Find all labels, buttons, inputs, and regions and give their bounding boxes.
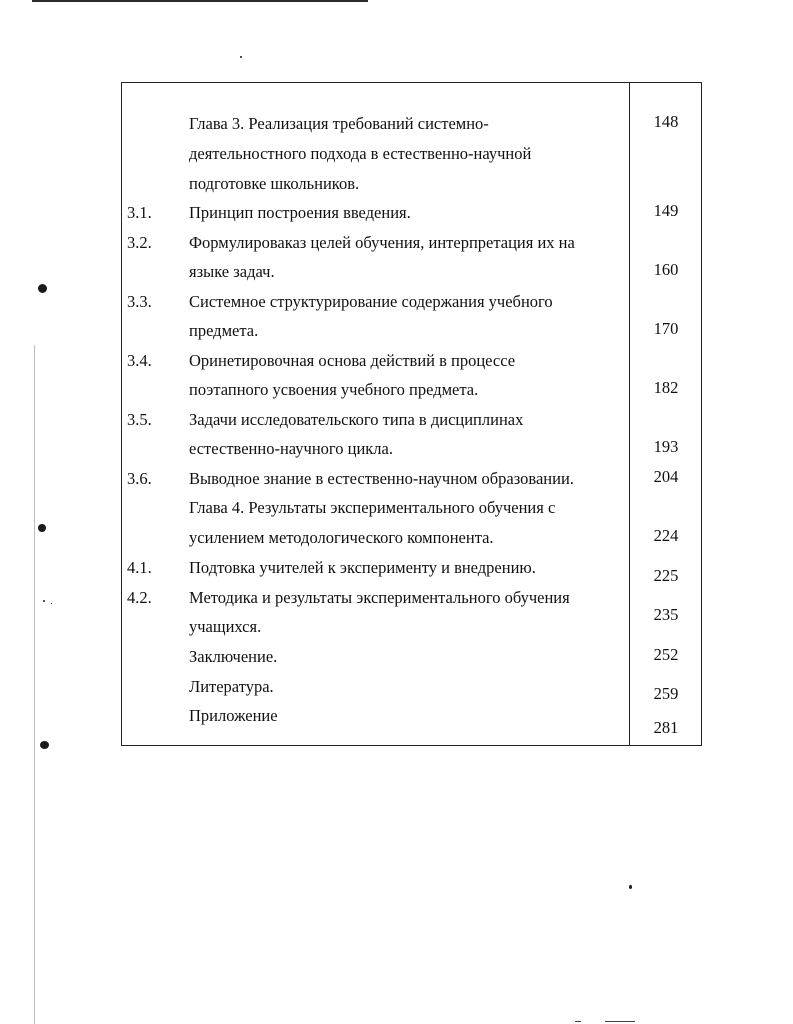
chapter-4-title-line-1: Глава 4. Результаты экспериментального обучения с [189,498,556,517]
section-3-3-page: 170 [653,319,679,338]
section-4-2-title-line-2: учащихся. [189,617,262,636]
appendix-title: Приложение [189,706,278,725]
section-3-5-title-line-2: естественно-научного цикла. [189,439,393,458]
section-3-3-title-line-1: Системное структурирование содержания учебного [189,292,553,311]
section-3-2-title-line-1: Формулироваказ целей обучения, интерпретация их на [189,233,575,252]
chapter-3-title-line-3: подготовке школьников. [189,174,360,193]
chapter-3-title-line-2: деятельностного подхода в естественно-научной [189,144,532,163]
section-3-3-number: 3.3. [127,292,152,311]
conclusion-title: Заключение. [189,647,278,666]
section-3-4-title-line-2: поэтапного усвоения учебного предмета. [189,380,479,399]
section-3-6-title: Выводное знание в естественно-научном образовании. [189,469,574,488]
section-3-5-number: 3.5. [127,410,152,429]
scan-speck [51,603,52,604]
section-3-4-title-line-1: Оринетировочная основа действий в процессе [189,351,516,370]
binding-hole-mark [38,284,47,293]
section-3-2-page: 160 [653,260,679,279]
scan-speck [43,600,45,602]
section-3-4-page: 182 [653,378,679,397]
chapter-4-title-line-2: усилением методологического компонента. [189,528,494,547]
section-4-1-number: 4.1. [127,558,152,577]
section-3-1-number: 3.1. [127,203,152,222]
section-3-5-title-line-1: Задачи исследовательского типа в дисциплинах [189,410,524,429]
section-3-6-number: 3.6. [127,469,152,488]
section-3-1-page: 149 [653,201,679,220]
bibliography-page: 259 [653,684,679,703]
bibliography-title: Литература. [189,677,274,696]
section-3-3-title-line-2: предмета. [189,321,259,340]
chapter-4-page: 224 [653,526,679,545]
conclusion-page: 252 [653,645,679,664]
section-4-1-page: 225 [653,566,679,585]
binding-hole-mark [38,524,46,532]
section-3-4-number: 3.4. [127,351,152,370]
scan-edge-top [32,0,368,2]
section-4-2-page: 235 [653,605,679,624]
appendix-page: 281 [653,718,679,737]
section-3-6-page: 204 [653,467,679,486]
scan-artifact-bottom [575,1018,635,1024]
section-3-2-number: 3.2. [127,233,152,252]
section-4-2-number: 4.2. [127,588,152,607]
section-3-5-page: 193 [653,437,679,456]
scan-edge-left [34,345,35,1024]
binding-hole-mark [40,741,49,749]
section-3-2-title-line-2: языке задач. [189,262,275,281]
section-4-1-title: Подтовка учителей к эксперименту и внедрению. [189,558,536,577]
section-4-2-title-line-1: Методика и результаты экспериментального обучения [189,588,570,607]
chapter-3-title-line-1: Глава 3. Реализация требований системно- [189,114,489,133]
scan-speck [240,56,242,58]
chapter-3-page: 148 [653,112,679,131]
section-3-1-title: Принцип построения введения. [189,203,411,222]
scan-speck [629,885,632,889]
